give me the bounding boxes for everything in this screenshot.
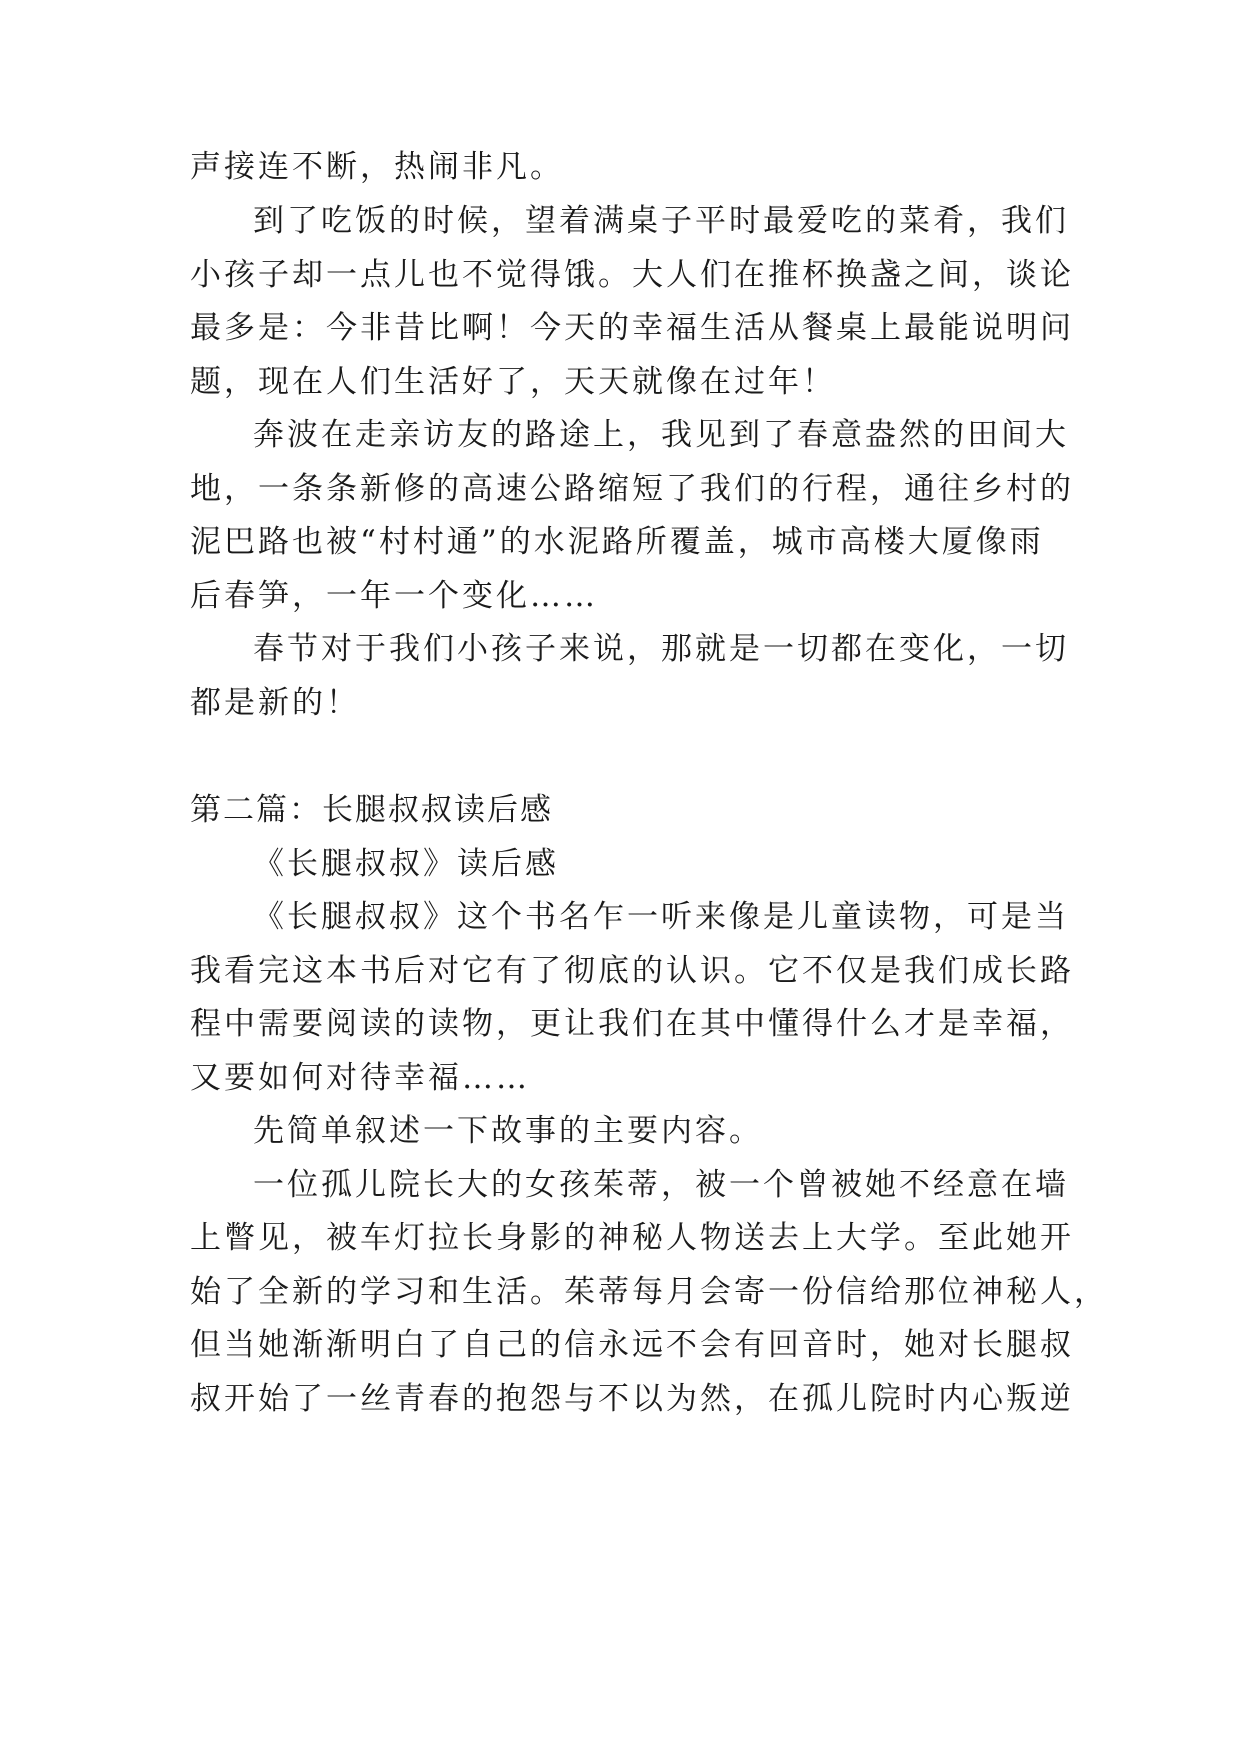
section-heading: 第二篇：长腿叔叔读后感 [190,792,553,828]
text-line: 后春笋，一年一个变化…… [190,578,598,614]
text-line: 声接连不断，热闹非凡。 [190,149,564,185]
text-line: 先简单叙述一下故事的主要内容。 [253,1113,763,1149]
text-line: 奔波在走亲访友的路途上，我见到了春意盎然的田间大 [253,417,1069,453]
text-line: 都是新的！ [190,685,360,721]
text-line: 始了全新的学习和生活。茱蒂每月会寄一份信给那位神秘人， [190,1274,1108,1310]
text-line: 小孩子却一点儿也不觉得饿。大人们在推杯换盏之间，谈论 [190,257,1074,293]
text-line: 又要如何对待幸福…… [190,1060,530,1096]
text-line: 程中需要阅读的读物，更让我们在其中懂得什么才是幸福， [190,1006,1074,1042]
text-line: 最多是：今非昔比啊！今天的幸福生活从餐桌上最能说明问 [190,310,1074,346]
text-line: 地，一条条新修的高速公路缩短了我们的行程，通往乡村的 [190,471,1074,507]
text-line: 叔开始了一丝青春的抱怨与不以为然，在孤儿院时内心叛逆 [190,1381,1074,1417]
text-line: 泥巴路也被“村村通”的水泥路所覆盖，城市高楼大厦像雨 [190,524,1044,560]
text-line: 但当她渐渐明白了自己的信永远不会有回音时，她对长腿叔 [190,1327,1074,1363]
text-line: 题，现在人们生活好了，天天就像在过年！ [190,364,836,400]
text-line: 《长腿叔叔》这个书名乍一听来像是儿童读物，可是当 [253,899,1069,935]
text-line: 我看完这本书后对它有了彻底的认识。它不仅是我们成长路 [190,953,1074,989]
text-line: 上瞥见，被车灯拉长身影的神秘人物送去上大学。至此她开 [190,1220,1074,1256]
text-line: 春节对于我们小孩子来说，那就是一切都在变化，一切 [253,631,1069,667]
article-subtitle: 《长腿叔叔》读后感 [253,846,559,882]
text-line: 到了吃饭的时候，望着满桌子平时最爱吃的菜肴，我们 [253,203,1069,239]
text-line: 一位孤儿院长大的女孩茱蒂，被一个曾被她不经意在墙 [253,1167,1069,1203]
